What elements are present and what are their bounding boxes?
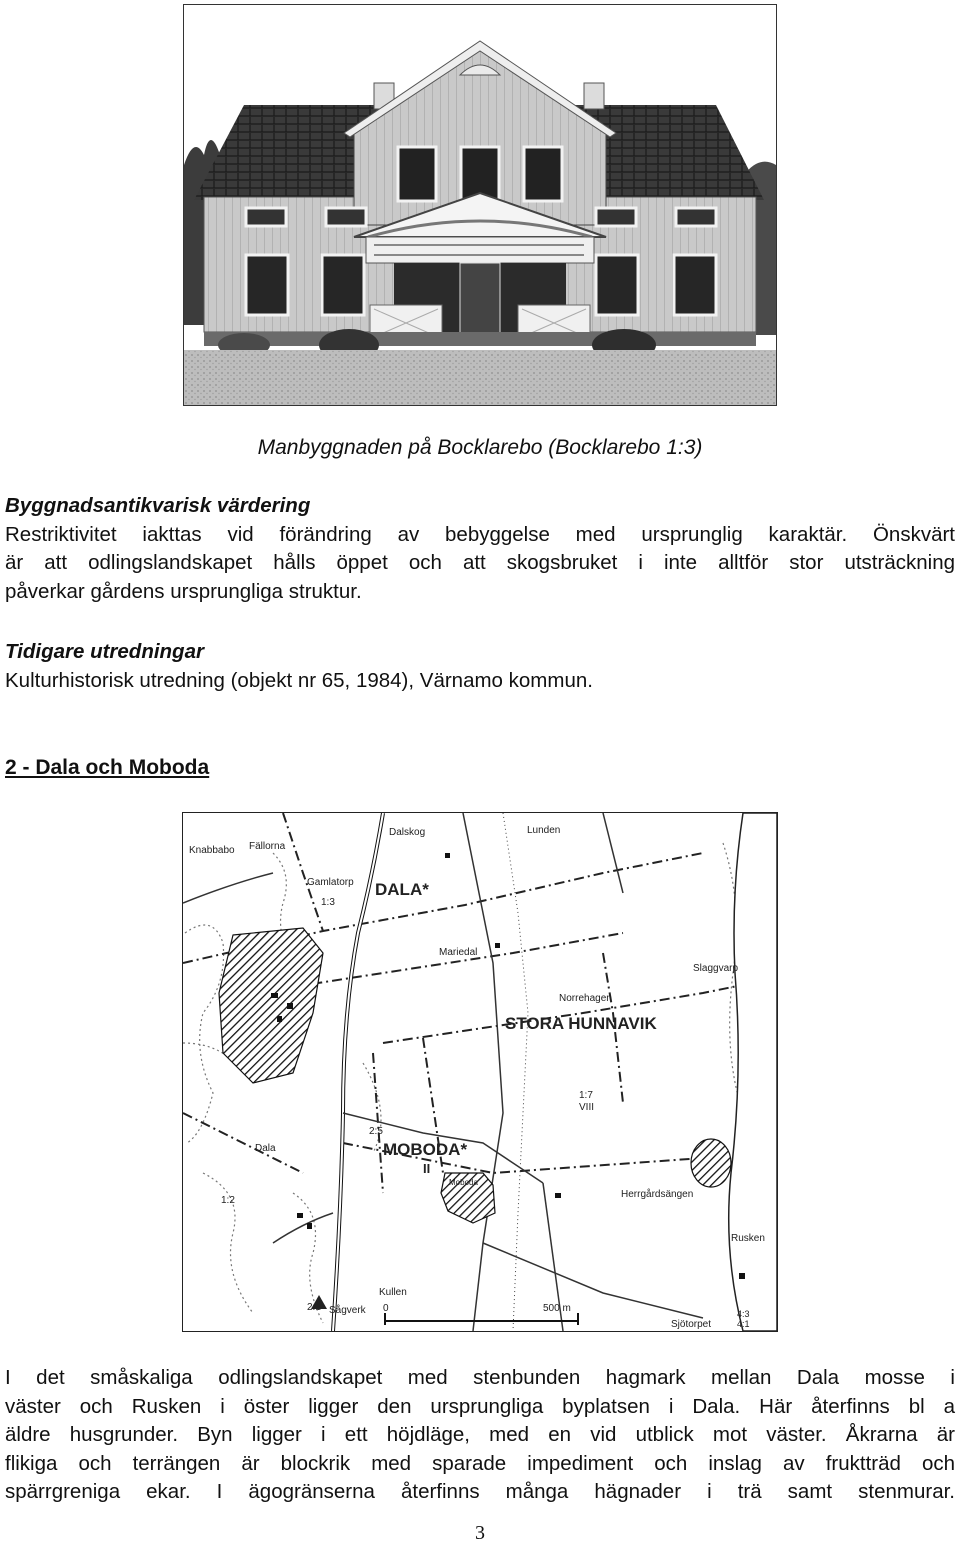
map-label-parcel-41: 4:1 xyxy=(737,1319,750,1329)
map-label-fallorna: Fällorna xyxy=(249,841,286,852)
map-label-parcel-17: 1:7 xyxy=(579,1090,593,1101)
valuation-heading: Byggnadsantikvarisk värdering xyxy=(5,494,311,517)
map-label-scale-500: 500 m xyxy=(543,1303,571,1314)
map-label-lunden: Lunden xyxy=(527,825,561,836)
map-label-sjotorpet: Sjötorpet xyxy=(671,1319,712,1330)
area-map xyxy=(182,812,778,1332)
map-label-parcel-21: 2:1 xyxy=(307,1302,321,1313)
map-label-dalskog: Dalskog xyxy=(389,827,426,838)
description-paragraph xyxy=(5,1364,955,1507)
map-label-herrgardsangen: Herrgårdsängen xyxy=(621,1189,694,1200)
map-label-parcel-25: 2:5 xyxy=(369,1126,383,1137)
description-line: väster och Rusken i öster ligger den ursprungliga byplatsen i Dala. Här återfinns bl a xyxy=(5,1394,955,1418)
map-label-kullen: Kullen xyxy=(379,1287,407,1298)
previous-studies-text: Kulturhistorisk utredning (objekt nr 65, 1984), Värnamo kommun. xyxy=(5,668,593,692)
map-label-rusken: Rusken xyxy=(731,1233,765,1244)
map-label-knabbabo: Knabbabo xyxy=(189,845,235,856)
house-photo xyxy=(183,4,777,406)
page-number: 3 xyxy=(475,1522,485,1544)
valuation-line: påverkar gårdens ursprungliga struktur. xyxy=(5,579,362,603)
map-label-gamlatorp: Gamlatorp xyxy=(307,877,354,888)
valuation-block xyxy=(5,492,955,606)
valuation-line: Restriktivitet iakttas vid förändring av bebyggelse med ursprunglig karaktär. Önskvärt xyxy=(5,522,955,546)
map-label-slaggvarp: Slaggvarp xyxy=(693,963,739,974)
map-label-norrehagen: Norrehagen xyxy=(559,993,612,1004)
section-heading: 2 - Dala och Moboda xyxy=(5,756,210,779)
map-label-moboda-small: Moboda xyxy=(449,1178,478,1187)
map-label-stora-hunnavik: STORA HUNNAVIK xyxy=(505,1014,657,1033)
previous-studies-block xyxy=(5,638,955,695)
map-label-scale-zero: 0 xyxy=(383,1303,389,1314)
description-line: I det småskaliga odlingslandskapet med stenbunden hagmark mellan Dala mosse i xyxy=(5,1366,955,1389)
map-label-parcel-12: 1:2 xyxy=(221,1195,235,1206)
map-label-mariedal: Mariedal xyxy=(439,947,478,958)
photo-caption: Manbyggnaden på Bocklarebo (Bocklarebo 1:3) xyxy=(257,436,703,459)
map-label-sagverk: Sågverk xyxy=(329,1305,366,1316)
previous-studies-heading: Tidigare utredningar xyxy=(5,640,204,663)
map-label-roman-ii: II xyxy=(423,1161,431,1176)
map-label-moboda: MOBODA* xyxy=(383,1140,468,1159)
map-label-parcel-43: 4:3 xyxy=(737,1309,750,1319)
description-line: flikiga och terrängen är blockrik med sparade impediment och inslag av fruktträd och xyxy=(5,1451,955,1475)
map-label-parcel-13: 1:3 xyxy=(321,897,335,908)
description-line: spärrgreniga ekar. I ägogränserna återfinns många hägnader i trä samt stenmurar. xyxy=(5,1480,955,1503)
map-label-dala-small: Dala xyxy=(255,1143,276,1154)
description-line: äldre husgrunder. Byn ligger i ett höjdläge, med en vid utblick mot väster. Åkrarna är xyxy=(5,1423,955,1446)
map-label-dala: DALA* xyxy=(375,880,429,899)
valuation-line: är att odlingslandskapet hålls öppet och att skogsbruket i inte alltför stor utsträckning xyxy=(5,551,955,574)
map-label-roman-viii: VIII xyxy=(579,1102,595,1113)
